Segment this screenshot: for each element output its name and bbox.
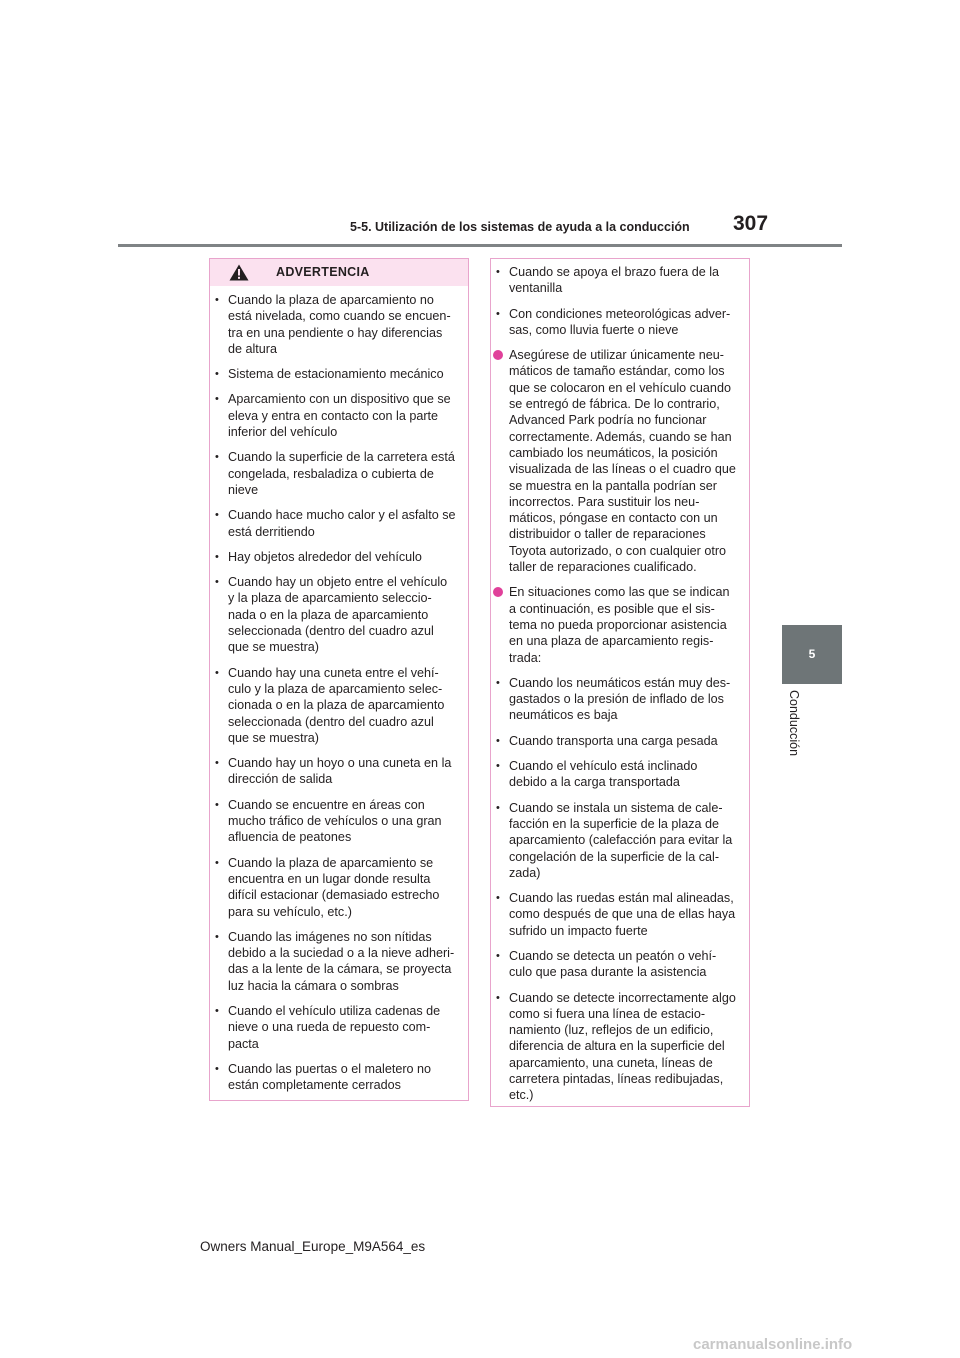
- page-number: 307: [733, 212, 769, 235]
- list-item: • Cuando se apoya el brazo fuera de la ventanilla: [491, 264, 737, 297]
- list-item: • Cuando la superficie de la carretera está congelada, resbaladiza o cubierta de nieve: [210, 449, 456, 498]
- note-dot-icon: [493, 350, 503, 360]
- warning-box: [209, 258, 469, 1101]
- footer-text: Owners Manual_Europe_M9A564_es: [200, 1239, 426, 1254]
- list-item: • Con condiciones meteorológicas adver-sas, como lluvia fuerte o nieve: [491, 306, 737, 339]
- list-item: • Cuando la plaza de aparcamiento no está nivelada, como cuando se encuen-tra en una pendiente o hay diferencias de altura: [210, 292, 456, 357]
- list-item: • Cuando se detecte incorrectamente algo como si fuera una línea de estacio-namiento (luz, reflejos de un edificio, diferencia de altura en la superficie del aparcamiento, una cuneta, líneas de carretera pintadas, líneas redibujadas, etc.): [491, 990, 737, 1104]
- list-item: • Cuando el vehículo está inclinado debido a la carga transportada: [491, 758, 737, 791]
- section-title: 5-5. Utilización de los sistemas de ayuda a la conducción: [350, 220, 690, 234]
- watermark: carmanualsonline.info: [693, 1336, 853, 1353]
- list-item: • Cuando se detecta un peatón o vehí-culo que pasa durante la asistencia: [491, 948, 737, 981]
- note-item: [491, 347, 737, 575]
- note-dot-icon: [493, 587, 503, 597]
- warning-label: ADVERTENCIA: [276, 265, 370, 280]
- chapter-tab: [782, 625, 842, 684]
- list-item: • Cuando las imágenes no son nítidas debido a la suciedad o a la nieve adheri-das a la lente de la cámara, se proyecta luz hacia la cámara o sombras: [210, 929, 456, 994]
- list-item: • Cuando las puertas o el maletero no están completamente cerrados: [210, 1061, 456, 1094]
- continued-list: [491, 259, 749, 1104]
- chapter-number: 5: [808, 647, 816, 661]
- note-item: [491, 584, 737, 665]
- list-item: • Cuando hay una cuneta entre el vehí-culo y la plaza de aparcamiento selec-cionada o en la plaza de aparcamiento seleccionada (dentro del cuadro azul que se muestra): [210, 665, 456, 746]
- list-item: • Cuando los neumáticos están muy des-gastados o la presión de inflado de los neumáticos es baja: [491, 675, 737, 724]
- warning-triangle-icon: [229, 264, 249, 281]
- chapter-label: Conducción: [787, 690, 801, 757]
- continued-box: [490, 258, 750, 1107]
- list-item: • Cuando se encuentre en áreas con mucho tráfico de vehículos o una gran afluencia de peatones: [210, 797, 456, 846]
- list-item: • Cuando las ruedas están mal alineadas, como después de que una de ellas haya sufrido un impacto fuerte: [491, 890, 737, 939]
- note-text: Asegúrese de utilizar únicamente neu-máticos de tamaño estándar, como los que se colocaron en el vehículo cuando se entregó de fábrica. De lo contrario, Advanced Park podría no funcionar correctamente. Además, cuando se han cambiado los neumáticos, la posición visualizada de las líneas o el cuadro que se muestra en la pantalla podrían ser incorrectos. Para sustituir los neu-máticos, póngase en contacto con un distribuidor o taller de reparaciones Toyota autorizado, o con cualquier otro taller de reparaciones cualificado.: [509, 348, 736, 575]
- note-text: En situaciones como las que se indican a continuación, es posible que el sis-tema no pueda proporcionar asistencia en una plaza de aparcamiento regis-trada:: [509, 585, 730, 665]
- list-item: • Sistema de estacionamiento mecánico: [210, 366, 456, 382]
- list-item: • Cuando la plaza de aparcamiento se encuentra en un lugar donde resulta difícil estacionar (demasiado estrecho para su vehículo, etc.): [210, 855, 456, 920]
- header-rule: [118, 244, 842, 247]
- warning-list: [210, 286, 468, 1093]
- list-item: • Cuando hay un objeto entre el vehículo y la plaza de aparcamiento seleccio-nada o en la plaza de aparcamiento seleccionada (dentro del cuadro azul que se muestra): [210, 574, 456, 655]
- list-item: • Cuando hace mucho calor y el asfalto se está derritiendo: [210, 507, 456, 540]
- list-item: • Hay objetos alrededor del vehículo: [210, 549, 456, 565]
- list-item: • Cuando transporta una carga pesada: [491, 733, 737, 749]
- warning-header: [210, 259, 468, 286]
- list-item: • Aparcamiento con un dispositivo que se eleva y entra en contacto con la parte inferior del vehículo: [210, 391, 456, 440]
- list-item: • Cuando se instala un sistema de cale-facción en la superficie de la plaza de aparcamiento (calefacción para evitar la congelación de la superficie de la cal-zada): [491, 800, 737, 881]
- list-item: • Cuando el vehículo utiliza cadenas de nieve o una rueda de repuesto com-pacta: [210, 1003, 456, 1052]
- list-item: • Cuando hay un hoyo o una cuneta en la dirección de salida: [210, 755, 456, 788]
